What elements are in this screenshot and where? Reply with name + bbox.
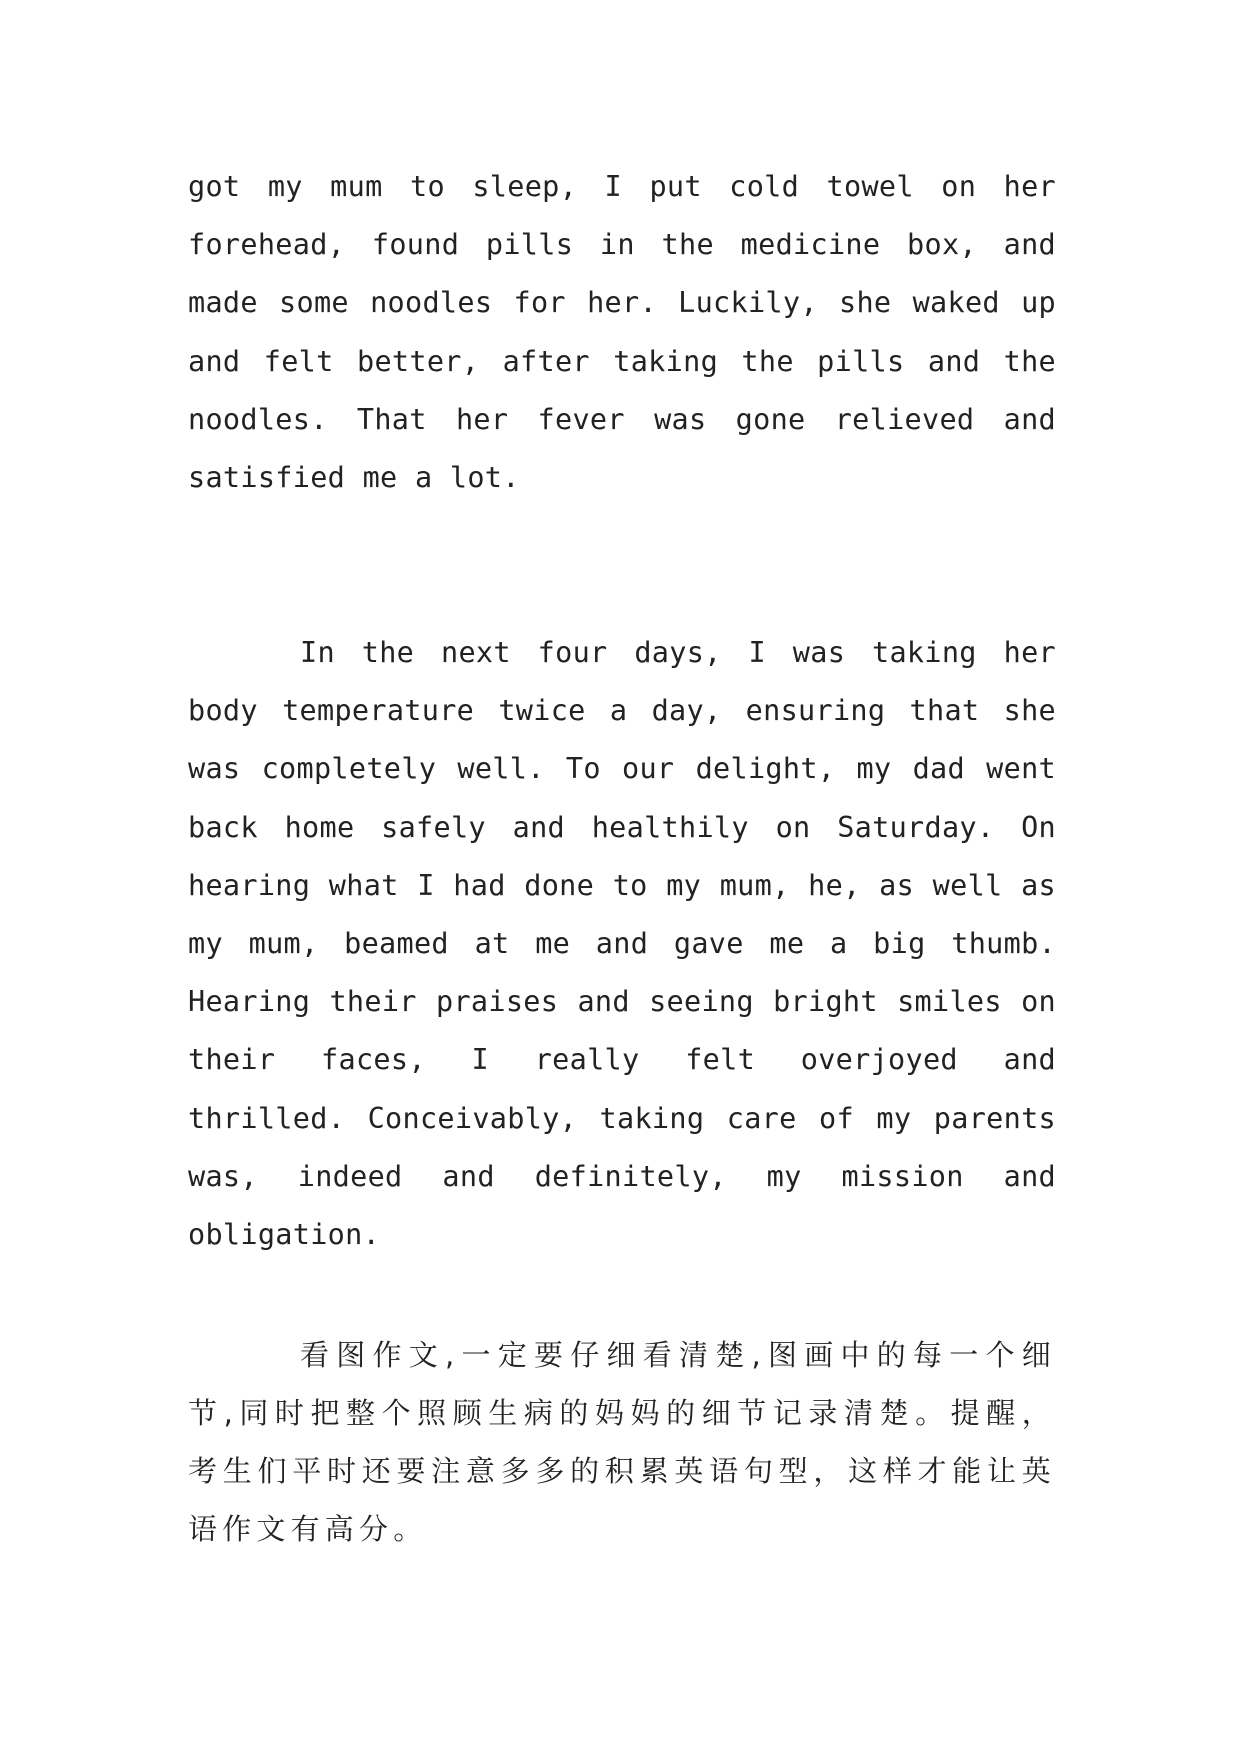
paragraph-continuation: got my mum to sleep, I put cold towel on her forehead, found pills in the medicine box, and made some noodles for her. Luckily, she waked up and felt better, after taking the pills and the noodles. That her fever was gone relieved and satisfied me a lot. [188, 170, 1056, 495]
paragraph-chinese-commentary: 看图作文,一定要仔细看清楚,图画中的每一个细节,同时把整个照顾生病的妈妈的细节记录清楚。提醒，考生们平时还要注意多多的积累英语句型，这样才能让英语作文有高分。 [188, 1338, 1056, 1546]
paragraph-next-days: In the next four days, I was taking her body temperature twice a day, ensuring that she was completely well. To our delight, my dad went back home safely and healthily on Saturday. On hearing what I had done to my mum, he, as well as my mum, beamed at me and gave me a big thumb. Hearing their praises and seeing bright smiles on their faces, I really felt overjoyed and thrilled. Conceivably, taking care of my parents was, indeed and definitely, my mission and obligation. [188, 636, 1056, 1252]
